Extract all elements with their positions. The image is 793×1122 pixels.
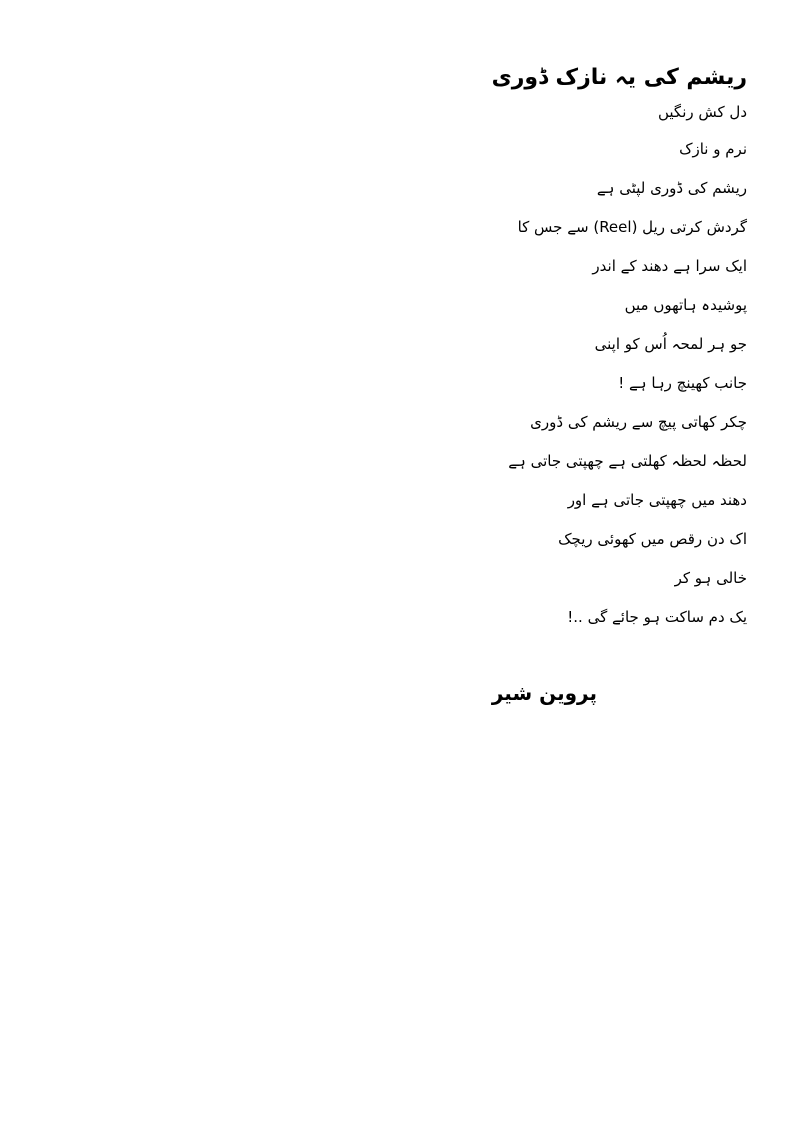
poem-line: جانب کھینچ رہا ہے ! [618,374,747,392]
poem [447,60,747,646]
poem-line: نرم و نازک [679,140,747,158]
poem-line: پوشیدہ ہاتھوں میں [624,296,747,314]
poem-line: اک دن رقص میں کھوئی ریچک [558,530,747,548]
poem-line: لحظہ لحظہ کھلتی ہے چھپتی جاتی ہے [508,452,747,470]
poem-line: ایک سرا ہے دھند کے اندر [592,257,747,275]
poem-line: ریشم کی ڈوری لپٹی ہے [596,179,747,197]
poem-line: دل کش رنگیں [657,103,747,121]
poem-line: چکر کھاتی پیچ سے ریشم کی ڈوری [530,413,747,431]
poem-lines [447,102,747,627]
poem-line: دھند میں چھپتی جاتی ہے اور [567,491,747,509]
poem-author: پروین شیر [491,681,597,705]
poem-title: ریشم کی یہ نازک ڈوری [491,65,747,90]
poem-line: جو ہر لمحہ اُس کو اپنی [594,335,747,353]
poem-line: یک دم ساکت ہو جائے گی ..! [567,608,747,626]
poem-line: خالی ہو کر [674,569,747,587]
poem-line: گردش کرتی ریل (Reel) سے جس کا [517,218,747,236]
